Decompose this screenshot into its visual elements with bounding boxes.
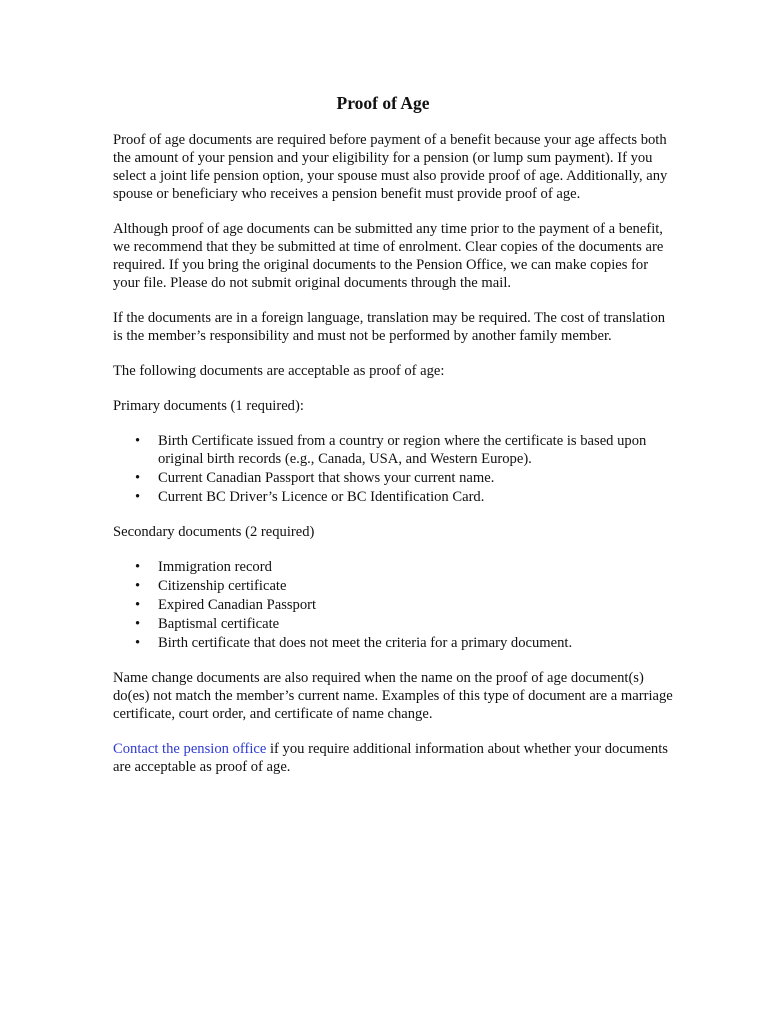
paragraph-translation: If the documents are in a foreign language, translation may be required. The cost of translation is the member’s responsibility and must not be performed by another family member. [113,310,666,344]
list-item [113,432,673,468]
list-item-text: Birth certificate that does not meet the criteria for a primary document. [158,635,573,651]
bullet-icon: • [135,489,141,505]
paragraph-name-change: Name change documents are also required when the name on the proof of age document(s) do(es) not match the member’s current name. Examples of this type of document are a marriage certificate, court order, and certificate of name change. [113,670,673,722]
list-item [113,558,673,576]
contact-rest-text: if you require additional information about whether your documents are acceptable as proof of age. [113,741,668,775]
paragraph-contact [113,740,673,776]
list-item [113,488,673,506]
list-item-text: Citizenship certificate [158,578,287,594]
list-item [113,469,673,487]
list-item-text: Expired Canadian Passport [158,597,317,613]
list-item-text: Immigration record [158,559,272,575]
list-item-text: Birth Certificate issued from a country or region where the certificate is based upon original birth records (e.g., Canada, USA, and Western Europe). [158,433,647,467]
list-item [113,577,673,595]
paragraph-acceptable: The following documents are acceptable as proof of age: [113,363,445,379]
secondary-heading: Secondary documents (2 required) [113,524,315,540]
list-item-text: Current BC Driver’s Licence or BC Identification Card. [158,489,485,505]
bullet-icon: • [135,559,141,575]
bullet-icon: • [135,578,141,594]
bullet-icon: • [135,433,141,449]
list-item [113,634,673,652]
primary-list [113,432,673,506]
paragraph-timing: Although proof of age documents can be submitted any time prior to the payment of a benefit, we recommend that they be submitted at time of enrolment. Clear copies of the documents are required. If you bring the original documents to the Pension Office, we can make copies for your file. Please do not submit original documents through the mail. [113,221,664,291]
list-item-text: Current Canadian Passport that shows your current name. [158,470,495,486]
contact-pension-office-link[interactable]: Contact the pension office [113,741,267,757]
list-item [113,596,673,614]
list-item-text: Baptismal certificate [158,616,280,632]
bullet-icon: • [135,616,141,632]
list-item [113,615,673,633]
document-page [113,92,673,793]
primary-heading: Primary documents (1 required): [113,398,304,414]
bullet-icon: • [135,635,141,651]
paragraph-intro: Proof of age documents are required before payment of a benefit because your age affects both the amount of your pension and your eligibility for a pension (or lump sum payment). If you select a joint life pension option, your spouse must also provide proof of age. Additionally, any spouse or beneficiary who receives a pension benefit must provide proof of age. [113,132,668,202]
bullet-icon: • [135,470,141,486]
secondary-list [113,558,673,652]
page-title: Proof of Age [336,93,430,113]
bullet-icon: • [135,597,141,613]
